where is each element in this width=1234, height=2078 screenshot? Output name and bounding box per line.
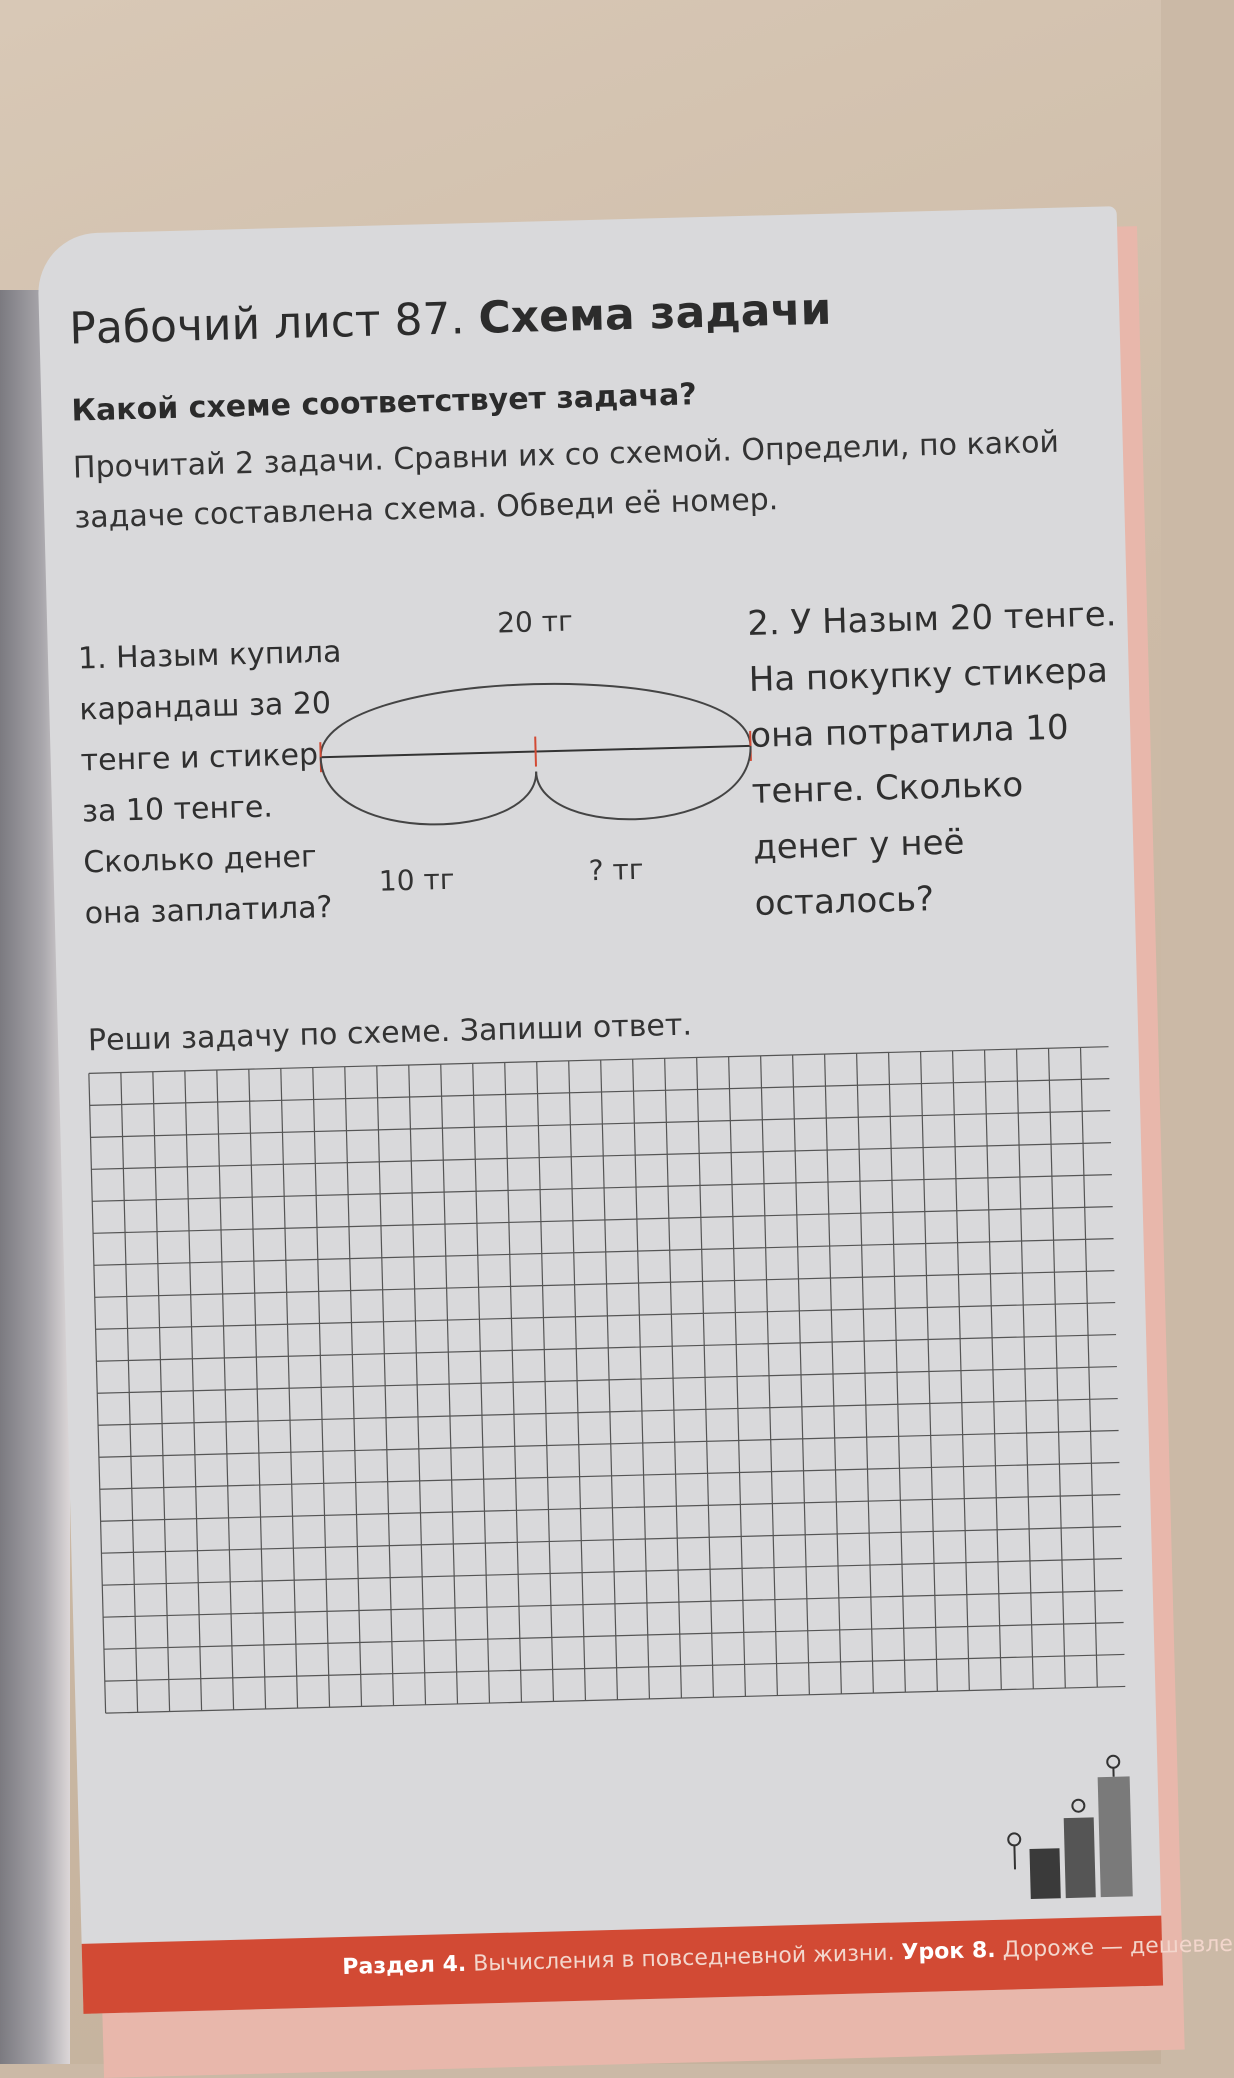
grid-horizontal-line (96, 1303, 1116, 1330)
page-title (69, 284, 832, 355)
grid-horizontal-line (94, 1239, 1114, 1266)
grid-horizontal-line (96, 1335, 1116, 1362)
grid-horizontal-line (99, 1431, 1119, 1458)
grid-horizontal-line (93, 1207, 1113, 1234)
grid-horizontal-line (91, 1111, 1111, 1138)
scheme-right-label: ? тг (588, 853, 644, 887)
instructions-text: Прочитай 2 задачи. Сравни их со схемой. Определи, по какой задаче составлена схема. Обведи её номер. (72, 417, 1074, 543)
solve-instruction: Реши задачу по схеме. Запиши ответ. (88, 1008, 693, 1059)
task-1-text[interactable]: 1. Назым купила карандаш за 20 тенге и стикер за 10 тенге. Сколько денег она заплатила? (77, 626, 355, 939)
answer-grid[interactable] (89, 1047, 1125, 1713)
grid-horizontal-line (101, 1495, 1121, 1522)
title-main: Схема задачи (478, 284, 832, 344)
question-heading: Какой схеме соответствует задача? (71, 377, 697, 428)
task-scheme-diagram (317, 596, 755, 907)
scheme-left-arc (321, 752, 538, 828)
grid-horizontal-line (90, 1079, 1110, 1106)
grid-horizontal-line (98, 1399, 1118, 1426)
scheme-right-arc (536, 746, 753, 822)
grid-horizontal-line (103, 1590, 1123, 1617)
stick-figures-illustration (997, 1746, 1141, 1900)
workbook-page (37, 206, 1163, 2014)
grid-horizontal-line (91, 1143, 1111, 1170)
grid-horizontal-line (102, 1558, 1122, 1585)
scheme-top-label: 20 тг (497, 605, 573, 640)
grid-horizontal-line (101, 1527, 1121, 1554)
scheme-left-label: 10 тг (379, 863, 455, 898)
grid-horizontal-line (100, 1463, 1120, 1490)
grid-horizontal-line (97, 1367, 1117, 1394)
footer-section-name: Вычисления в повседневной жизни. (473, 1941, 895, 1977)
title-prefix: Рабочий лист 87. (69, 293, 465, 354)
grid-horizontal-line (105, 1654, 1125, 1681)
grid-horizontal-line (104, 1622, 1124, 1649)
grid-horizontal-line (95, 1271, 1115, 1298)
footer-lesson: Урок 8. (901, 1938, 996, 1965)
footer-section: Раздел 4. (342, 1952, 467, 1980)
footer-lesson-name: Дороже — дешевле (1002, 1932, 1233, 1963)
footer-text (342, 1932, 1233, 1980)
scheme-middle-tick (535, 737, 536, 767)
task-2-text[interactable]: 2. У Назым 20 тенге. На покупку стикера она потратила 10 тенге. Сколько денег у неё осталось? (747, 586, 1136, 932)
grid-horizontal-line (92, 1175, 1112, 1202)
grid-horizontal-line (106, 1686, 1126, 1713)
